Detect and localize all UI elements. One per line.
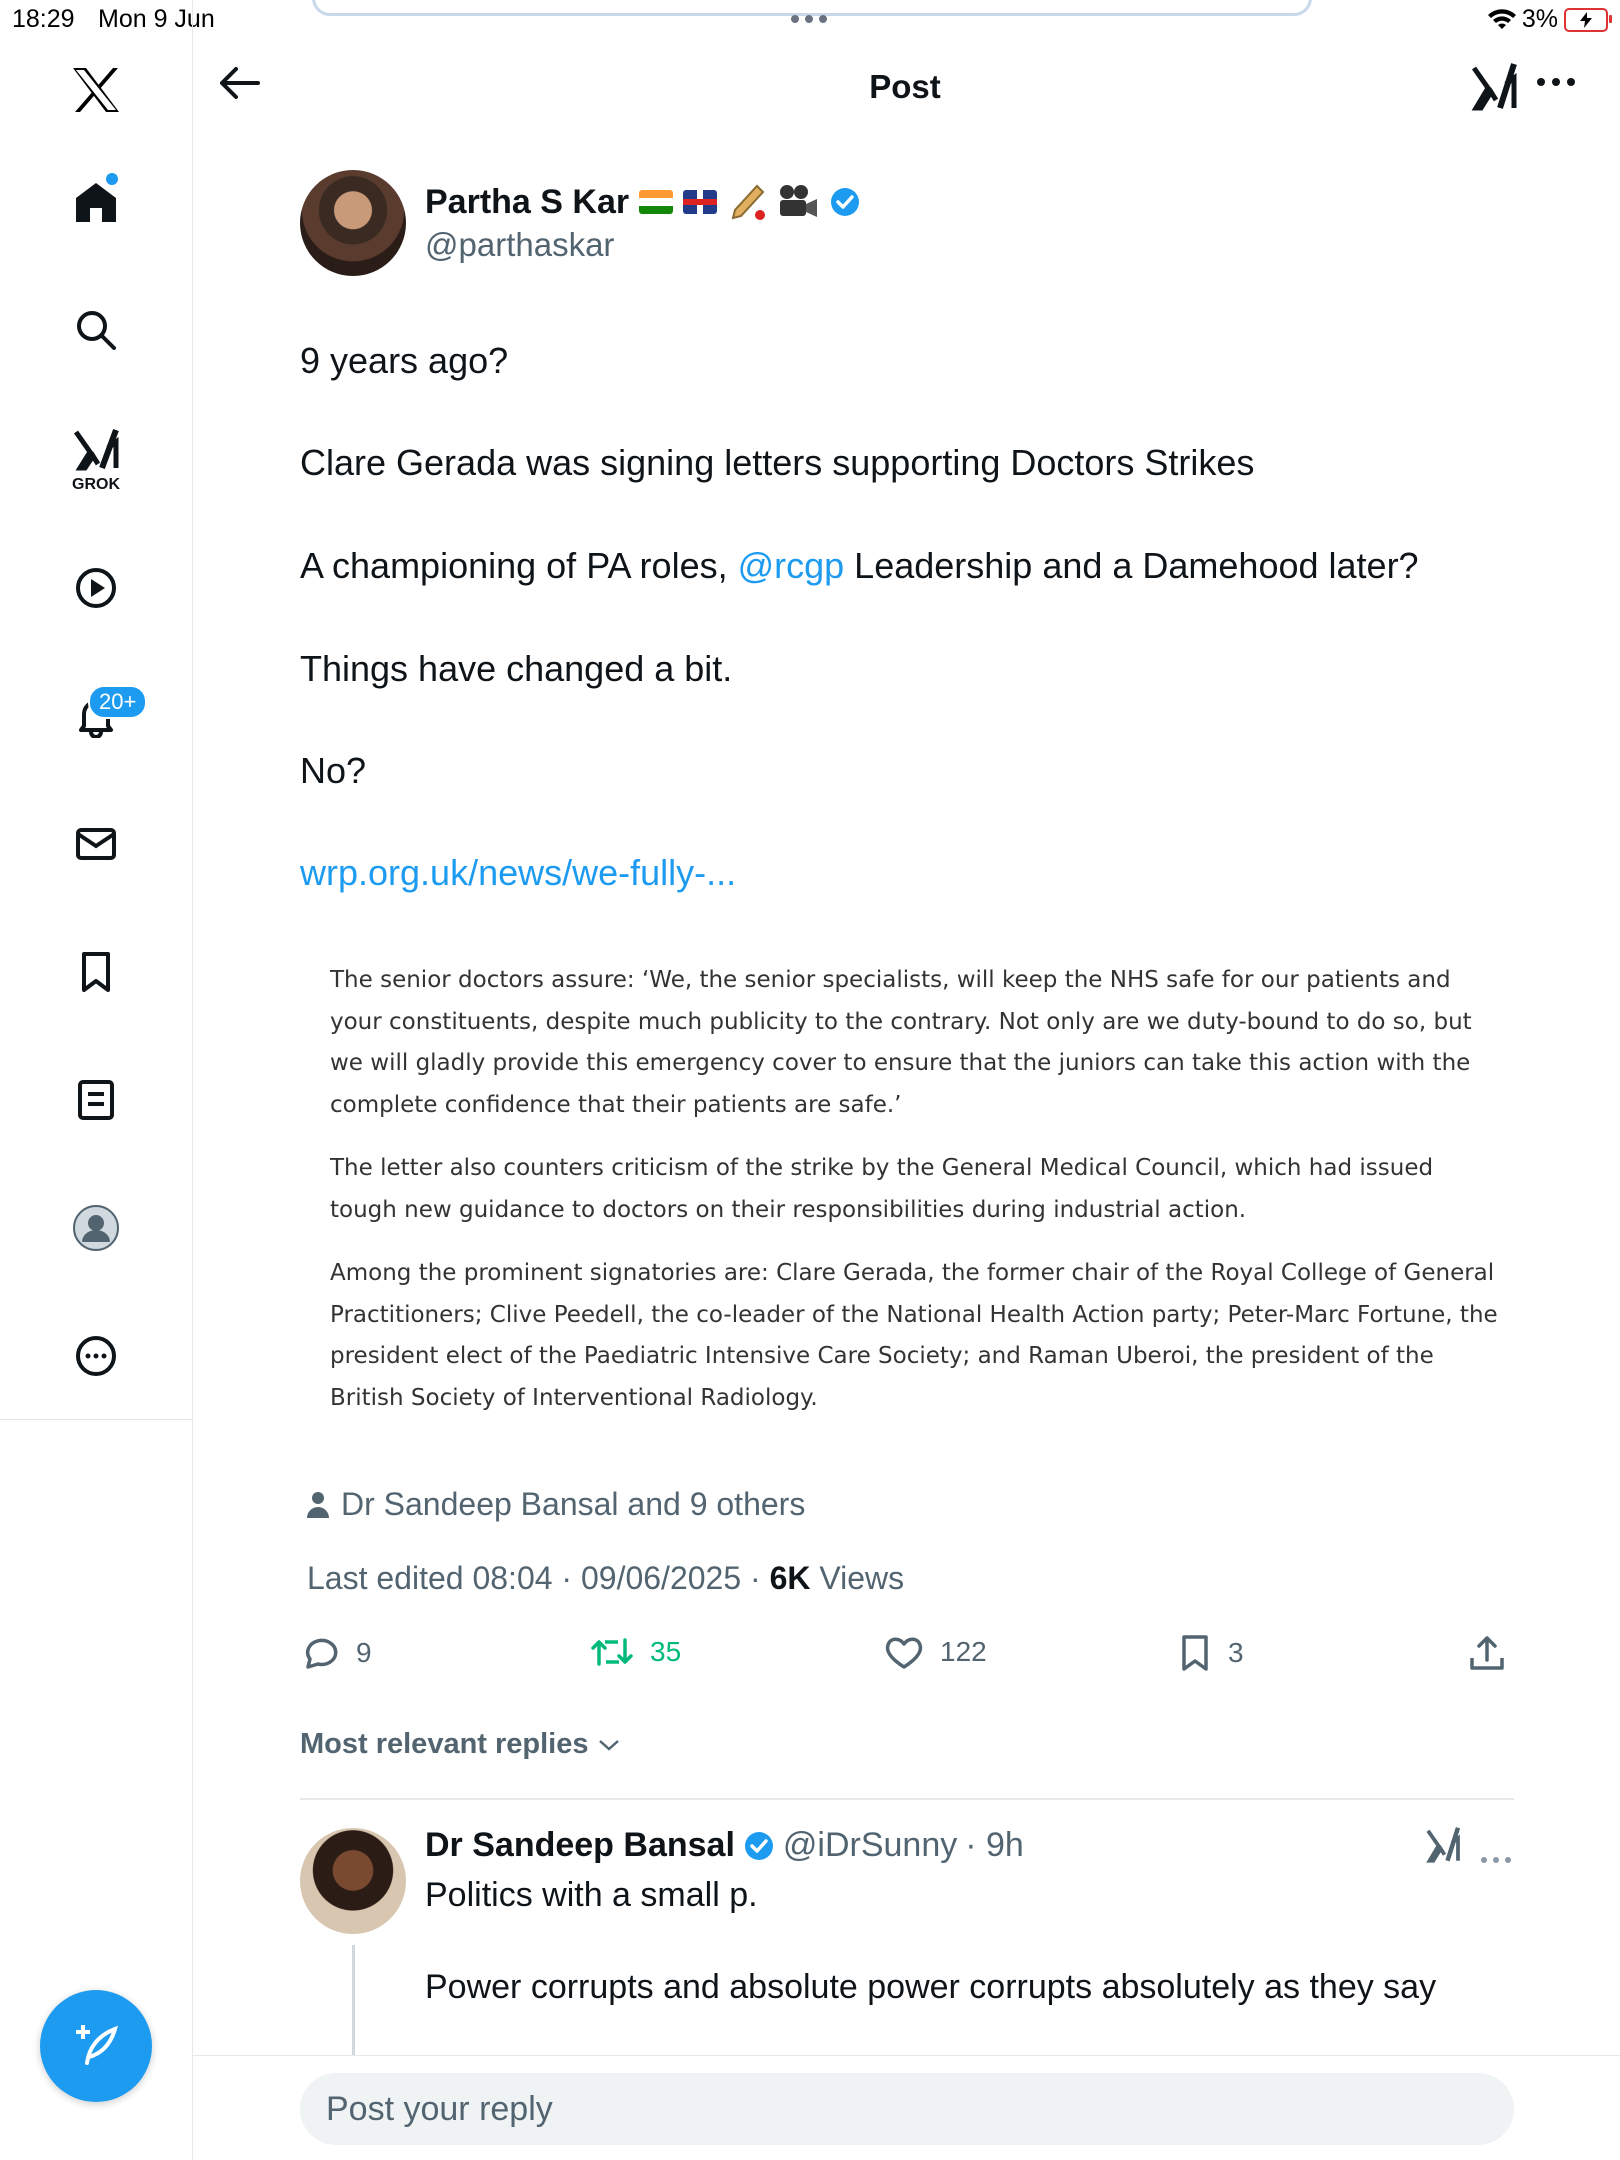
edited-timestamp[interactable]: Last edited 08:04 · 09/06/2025 — [307, 1560, 742, 1596]
tweet-line-4: Things have changed a bit. — [300, 648, 733, 689]
more-horizontal-icon[interactable] — [1535, 75, 1577, 93]
tweet-line-3-pre: A championing of PA roles, — [300, 545, 738, 586]
image-paragraph-1: The senior doctors assure: ‘We, the senior specialists, will keep the NHS safe for our patients and your constituents, despite much publicity to the contrary. Not only are we duty-bound to do so, but we will gladly provide this emergency cover to ensure that the juniors can take this action with the complete confidence that their patients are safe.’ — [330, 967, 1472, 1118]
reply-text-line-2: Power corrupts and absolute power corrupts absolutely as they say — [425, 1968, 1437, 2006]
share-icon — [1468, 1634, 1506, 1672]
reply-action[interactable] — [300, 1634, 372, 1672]
status-right — [1488, 5, 1608, 34]
image-paragraph-2: The letter also counters criticism of the strike by the General Medical Council, which had issued tough new guidance to doctors on their responsibilities during industrial action. — [330, 1155, 1434, 1223]
grok-explain-icon[interactable] — [1470, 62, 1518, 117]
multitask-dots-icon[interactable] — [788, 10, 830, 28]
thread-line — [352, 1945, 355, 2055]
back-arrow-icon[interactable] — [218, 66, 262, 105]
compose-feather-icon — [71, 2021, 121, 2071]
reply-time[interactable]: · 9h — [965, 1826, 1024, 1864]
tweet-line-3-post: Leadership and a Damehood later? — [844, 545, 1419, 586]
status-time: 18:29 — [12, 5, 75, 33]
author-avatar[interactable] — [300, 170, 406, 276]
reply-composer[interactable] — [300, 2073, 1514, 2145]
reply-author-name[interactable]: Dr Sandeep Bansal — [425, 1826, 735, 1864]
tweet-line-2: Clare Gerada was signing letters supporting Doctors Strikes — [300, 442, 1255, 483]
wifi-icon — [1488, 9, 1516, 31]
sidebar-divider — [0, 1419, 192, 1420]
reply-icon — [300, 1634, 340, 1672]
post-meta — [307, 1560, 904, 1597]
liked-by-text: Dr Sandeep Bansal and 9 others — [341, 1486, 806, 1522]
reply-author-handle[interactable]: @iDrSunny — [782, 1826, 958, 1864]
reply-grok-icon[interactable] — [1425, 1826, 1461, 1869]
attached-image[interactable] — [318, 960, 1518, 1430]
video-icon[interactable] — [66, 558, 126, 618]
bookmark-action[interactable] — [1178, 1634, 1244, 1672]
compose-post-button[interactable] — [40, 1990, 152, 2102]
reply-author-avatar[interactable] — [300, 1828, 406, 1934]
replies-sort-label: Most relevant replies — [300, 1728, 589, 1760]
grok-icon[interactable] — [66, 420, 126, 480]
author-handle[interactable]: @parthaskar — [425, 226, 615, 263]
profile-avatar-icon[interactable] — [66, 1198, 126, 1258]
views-count: 6K — [769, 1560, 811, 1596]
reply-more-icon[interactable] — [1480, 1840, 1512, 1872]
reply-input[interactable] — [324, 2089, 1478, 2130]
lists-icon[interactable] — [66, 1070, 126, 1130]
tweet-link[interactable]: wrp.org.uk/news/we-fully-... — [300, 852, 737, 893]
repost-action[interactable] — [590, 1634, 681, 1670]
replies-divider — [300, 1798, 1514, 1800]
messages-icon[interactable] — [66, 814, 126, 874]
home-notification-dot — [106, 173, 118, 185]
meta-separator: · — [741, 1560, 770, 1596]
tweet-line-5: No? — [300, 750, 367, 791]
battery-percent: 3% — [1521, 5, 1558, 33]
grok-label: GROK — [72, 476, 120, 493]
bookmark-count: 3 — [1228, 1637, 1244, 1668]
image-paragraph-3: Among the prominent signatories are: Clare Gerada, the former chair of the Royal College of General Practitioners; Clive Peedell, the co-leader of the National Health Action party; Peter-Marc Fortune, the president elect of the Paediatric Intensive Care Society; and Raman Uberoi, the president of the British Society of Interventional Radiology. — [330, 1260, 1498, 1411]
cricket-icon — [727, 182, 767, 222]
x-logo-icon[interactable] — [66, 60, 126, 120]
sidebar — [0, 0, 193, 2160]
bookmark-icon — [1178, 1634, 1212, 1672]
person-icon — [305, 1490, 331, 1520]
author-name[interactable]: Partha S Kar — [425, 182, 630, 221]
reply-text-line-1: Politics with a small p. — [425, 1876, 758, 1914]
uk-flag-icon — [683, 190, 717, 214]
like-count: 122 — [940, 1636, 987, 1667]
replies-sort-dropdown[interactable] — [300, 1728, 621, 1761]
author-name-row[interactable] — [425, 182, 861, 222]
verified-badge-icon — [829, 186, 861, 218]
mention-rcgp-link[interactable]: @rcgp — [737, 545, 845, 586]
repost-count: 35 — [650, 1636, 682, 1667]
more-options-icon[interactable] — [66, 1326, 126, 1386]
tweet-line-3 — [300, 545, 1419, 587]
composer-divider — [192, 2055, 1620, 2056]
liked-by-row[interactable] — [305, 1486, 805, 1523]
page-title: Post — [869, 68, 941, 105]
share-action[interactable] — [1468, 1634, 1506, 1672]
views-label: Views — [810, 1560, 905, 1596]
status-date: Mon 9 Jun — [98, 5, 215, 33]
battery-icon — [1564, 8, 1608, 32]
notifications-badge: 20+ — [88, 685, 147, 719]
tweet-line-1: 9 years ago? — [300, 340, 509, 381]
reply-header — [425, 1826, 1024, 1865]
repost-icon — [590, 1634, 634, 1670]
bookmarks-icon[interactable] — [66, 942, 126, 1002]
india-flag-icon — [639, 190, 673, 214]
chevron-down-icon — [597, 1737, 621, 1753]
movie-camera-icon — [777, 182, 819, 222]
search-icon[interactable] — [66, 300, 126, 360]
like-action[interactable] — [884, 1634, 987, 1670]
verified-badge-icon — [743, 1830, 775, 1862]
heart-icon — [884, 1634, 924, 1670]
reply-count: 9 — [356, 1637, 372, 1668]
